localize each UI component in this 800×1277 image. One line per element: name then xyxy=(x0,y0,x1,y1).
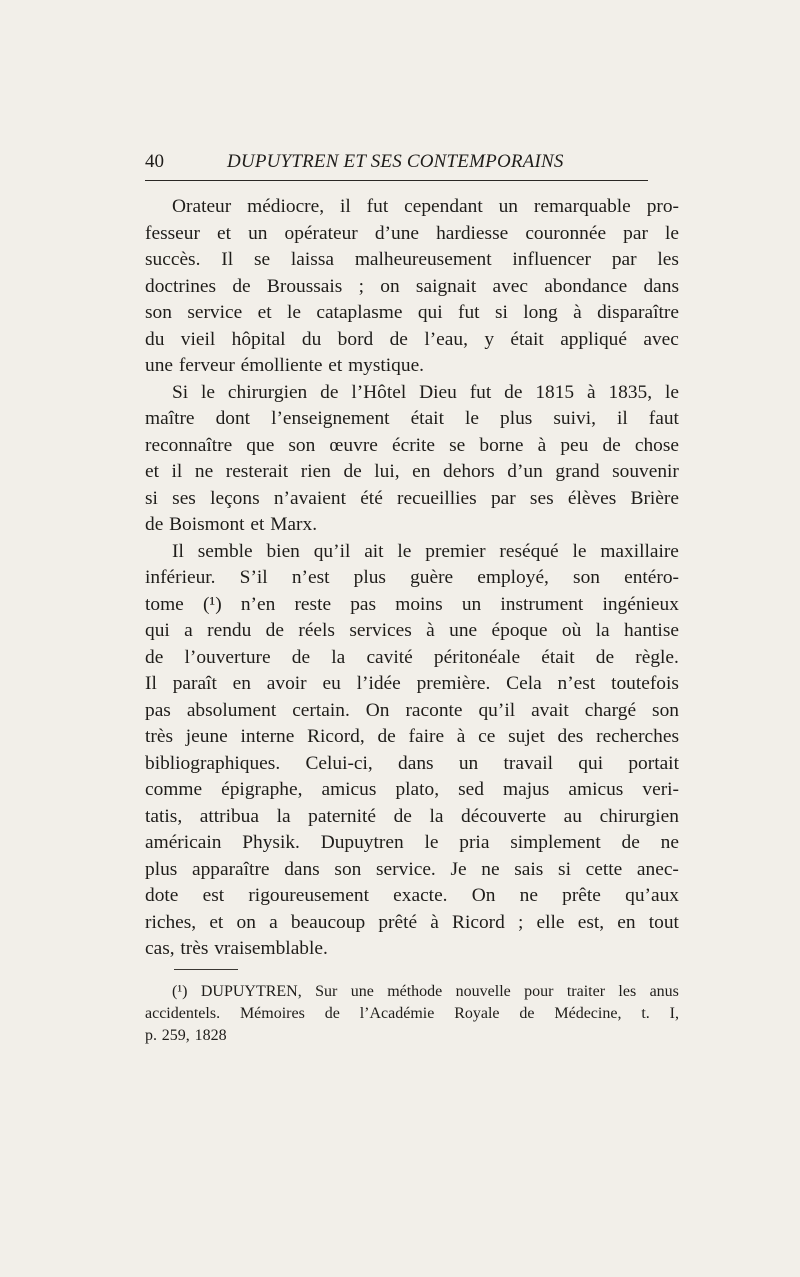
footnote-line: (¹) DUPUYTREN, Sur une méthode nouvelle pour traiter les anus xyxy=(172,983,679,1000)
body-line: et il ne resterait rien de lui, en dehors d’un grand souvenir xyxy=(145,461,679,482)
body-line: plus apparaître dans son service. Je ne sais si cette anec- xyxy=(145,858,679,880)
body-line: une ferveur émolliente et mystique. xyxy=(145,355,425,376)
body-line: qui a rendu de réels services à une époque où la hantise xyxy=(145,620,679,641)
page-number: 40 xyxy=(145,151,164,172)
body-line: son service et le cataplasme qui fut si long à disparaître xyxy=(145,302,679,323)
body-text xyxy=(145,194,679,963)
footnote-line: p. 259, 1828 xyxy=(145,1027,227,1044)
body-line: Il semble bien qu’il ait le premier reséqué le maxillaire xyxy=(172,540,679,562)
body-line: de l’ouverture de la cavité péritonéale était de règle. xyxy=(145,646,679,668)
body-line: si ses leçons n’avaient été recueillies par ses élèves Brière xyxy=(145,487,679,509)
body-line: dote est rigoureusement exacte. On ne prête qu’aux xyxy=(145,885,679,906)
footnotes xyxy=(145,981,679,1047)
body-line: inférieur. S’il n’est plus guère employé, son entéro- xyxy=(145,567,679,588)
body-line: tatis, attribua la paternité de la découverte au chirurgien xyxy=(145,805,679,827)
footnote-line: accidentels. Mémoires de l’Académie Royale de Médecine, t. I, xyxy=(145,1005,679,1022)
body-line: tome (¹) n’en reste pas moins un instrument ingénieux xyxy=(145,593,679,615)
body-line: riches, et on a beaucoup prêté à Ricord ; elle est, en tout xyxy=(145,911,679,933)
body-line: très jeune interne Ricord, de faire à ce sujet des recherches xyxy=(145,726,679,747)
body-line: du vieil hôpital du bord de l’eau, y était appliqué avec xyxy=(145,328,679,350)
body-line: Si le chirurgien de l’Hôtel Dieu fut de 1815 à 1835, le xyxy=(172,381,679,403)
body-line: comme épigraphe, amicus plato, sed majus amicus veri- xyxy=(145,779,679,800)
body-line: Orateur médiocre, il fut cependant un remarquable pro- xyxy=(172,196,679,217)
body-line: fesseur et un opérateur d’une hardiesse couronnée par le xyxy=(145,222,679,244)
footnote-separator xyxy=(174,969,238,970)
body-line: succès. Il se laissa malheureusement influencer par les xyxy=(145,249,679,270)
body-line: Il paraît en avoir eu l’idée première. Cela n’est toutefois xyxy=(145,673,679,694)
body-line: pas absolument certain. On raconte qu’il avait chargé son xyxy=(145,699,679,721)
body-line: reconnaître que son œuvre écrite se borne à peu de chose xyxy=(145,434,679,456)
body-line: bibliographiques. Celui-ci, dans un travail qui portait xyxy=(145,752,679,774)
running-title: DUPUYTREN ET SES CONTEMPORAINS xyxy=(227,151,564,172)
running-head xyxy=(145,150,648,181)
body-line: cas, très vraisemblable. xyxy=(145,938,328,959)
body-line: maître dont l’enseignement était le plus suivi, il faut xyxy=(145,408,679,429)
body-line: doctrines de Broussais ; on saignait avec abondance dans xyxy=(145,275,679,297)
body-line: américain Physik. Dupuytren le pria simplement de ne xyxy=(145,832,679,853)
body-line: de Boismont et Marx. xyxy=(145,514,318,535)
